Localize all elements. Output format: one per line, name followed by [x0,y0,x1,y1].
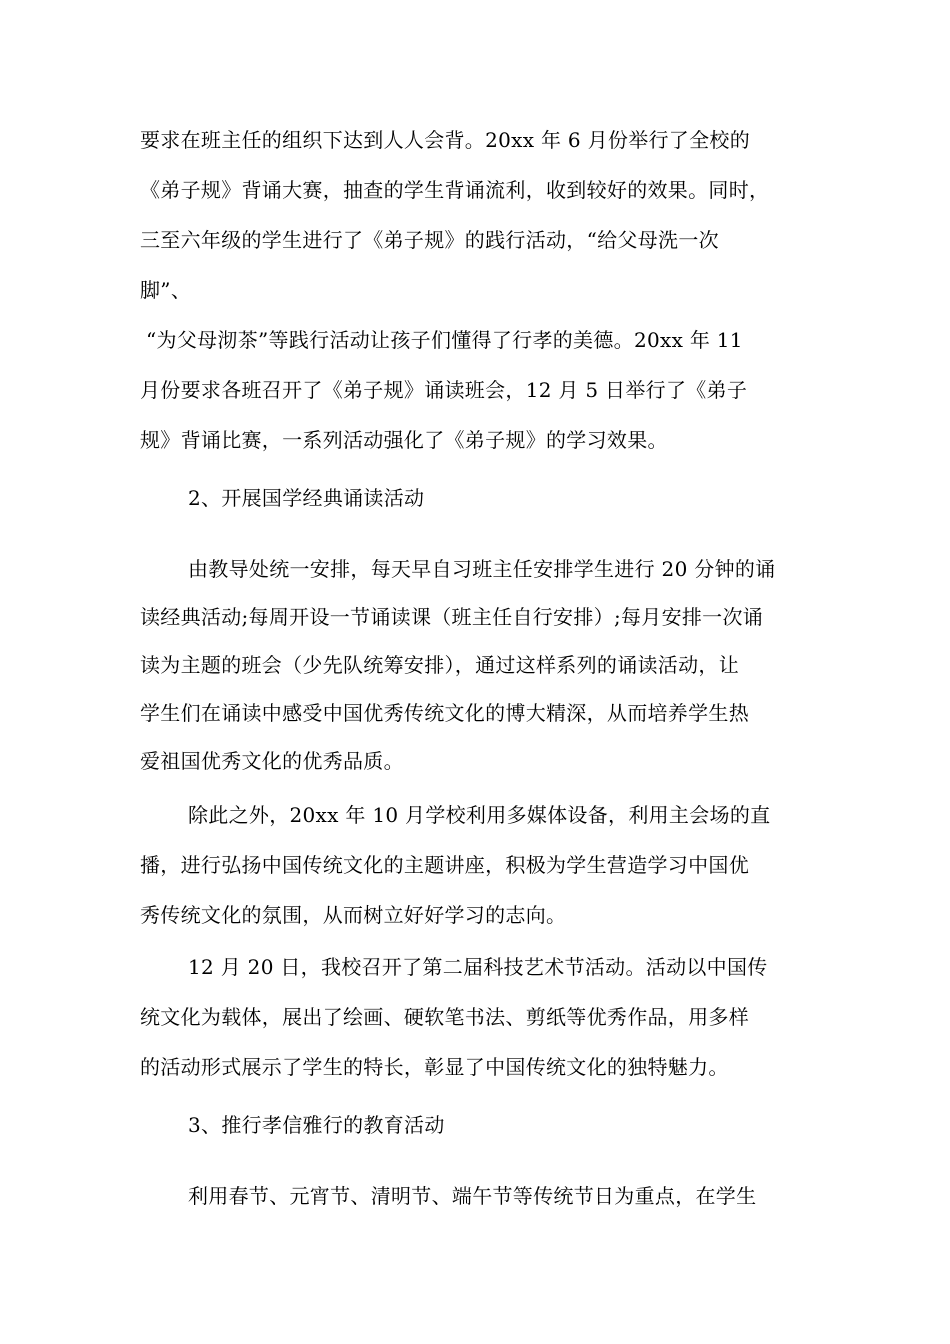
text-line: 12 月 20 日，我校召开了第二届科技艺术节活动。活动以中国传 [188,955,768,979]
text-line: 学生们在诵读中感受中国优秀传统文化的博大精深，从而培养学生热 [140,701,749,725]
text-line: 利用春节、元宵节、清明节、端午节等传统节日为重点，在学生 [188,1184,757,1208]
text-line: 月份要求各班召开了《弟子规》诵读班会，12 月 5 日举行了《弟子 [140,378,748,402]
section-heading: 2、开展国学经典诵读活动 [188,486,425,510]
text-line: 脚”、 [140,278,192,302]
section-heading: 3、推行孝信雅行的教育活动 [188,1113,445,1137]
text-line: 爱祖国优秀文化的优秀品质。 [140,749,404,773]
text-line: 读经典活动;每周开设一节诵读课（班主任自行安排）;每月安排一次诵 [140,605,764,629]
text-line: “为父母沏茶”等践行活动让孩子们懂得了行孝的美德。20xx 年 11 [146,328,743,352]
text-line: 规》背诵比赛，一系列活动强化了《弟子规》的学习效果。 [140,428,668,452]
text-line: 要求在班主任的组织下达到人人会背。20xx 年 6 月份举行了全校的 [140,128,751,152]
text-line: 《弟子规》背诵大赛，抽查的学生背诵流利，收到较好的效果。同时， [140,178,770,202]
text-line: 的活动形式展示了学生的特长，彰显了中国传统文化的独特魅力。 [140,1055,729,1079]
text-line: 统文化为载体，展出了绘画、硬软笔书法、剪纸等优秀作品，用多样 [140,1005,749,1029]
text-line: 秀传统文化的氛围，从而树立好好学习的志向。 [140,903,567,927]
text-line: 播，进行弘扬中国传统文化的主题讲座，积极为学生营造学习中国优 [140,853,749,877]
text-line: 由教导处统一安排，每天早自习班主任安排学生进行 20 分钟的诵 [188,557,776,581]
text-line: 除此之外，20xx 年 10 月学校利用多媒体设备，利用主会场的直 [188,803,771,827]
text-line: 读为主题的班会（少先队统筹安排），通过这样系列的诵读活动，让 [140,653,739,677]
text-line: 三至六年级的学生进行了《弟子规》的践行活动，“给父母洗一次 [140,228,719,252]
